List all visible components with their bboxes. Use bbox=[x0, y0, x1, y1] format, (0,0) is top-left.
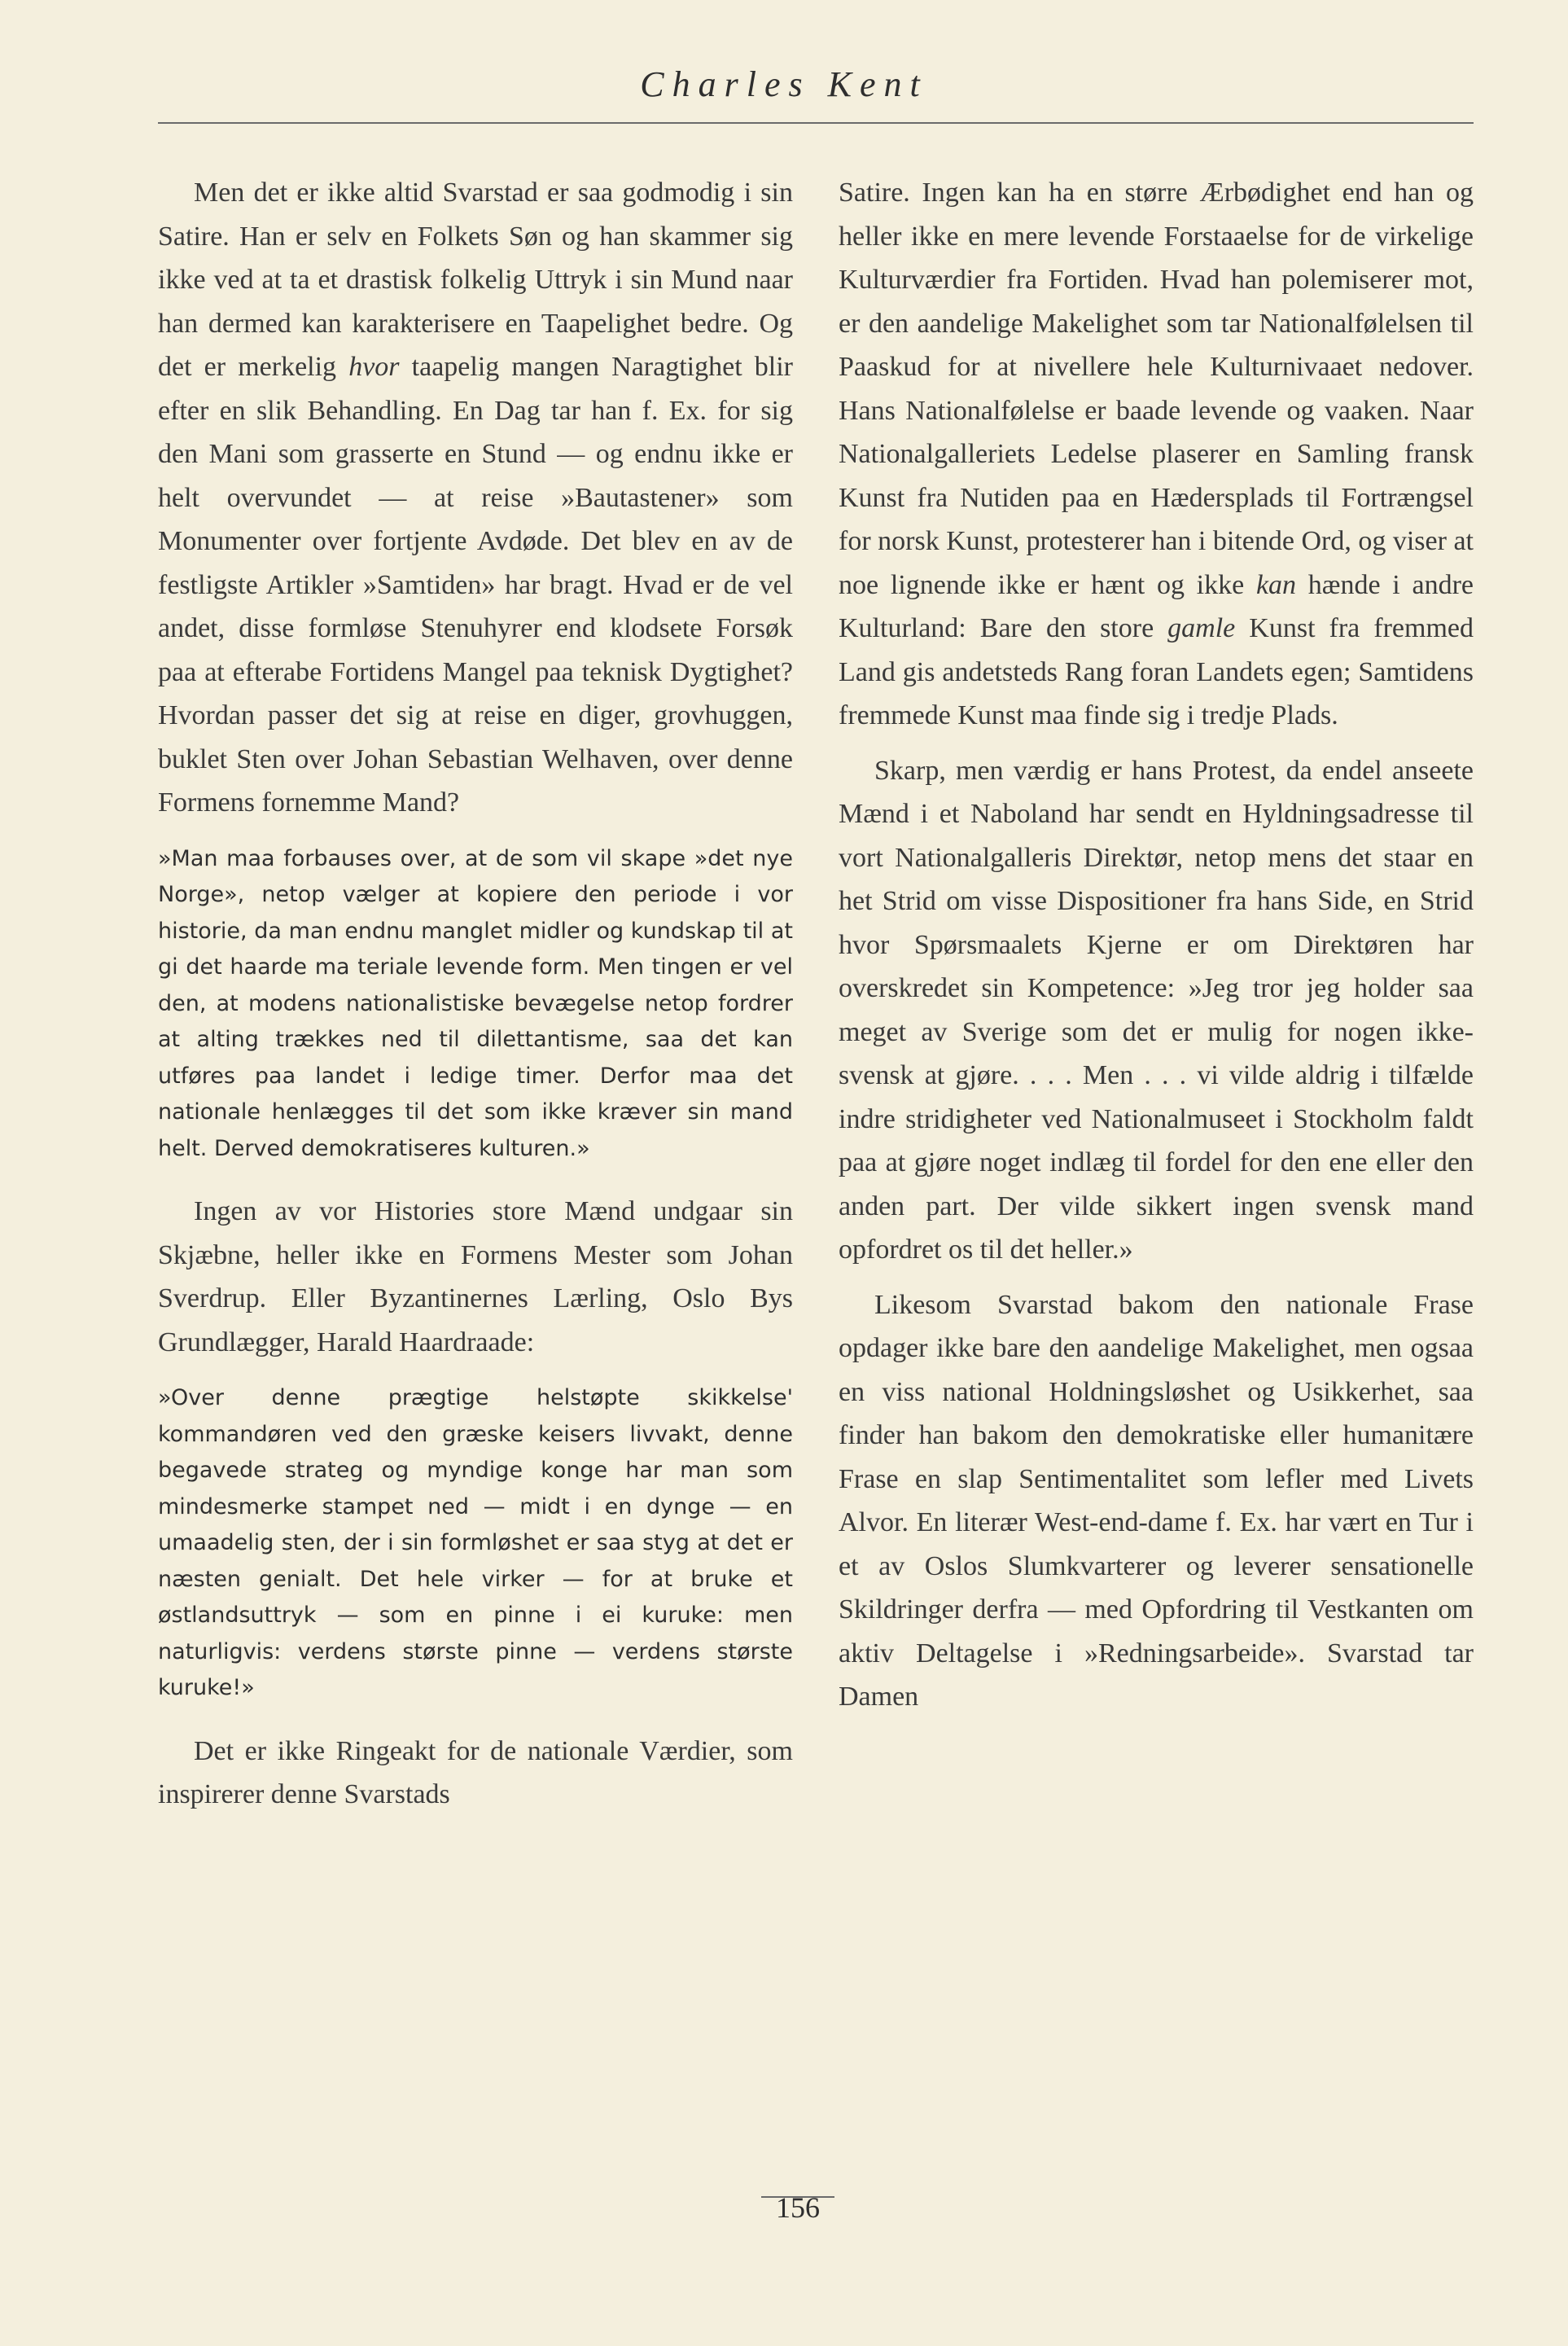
right-paragraph-1-text-c: Kunst fra fremmed Land gis andetsteds Rang foran Landets egen; Samtidens fremmede Kunst maa finde sig i tredje Plads. bbox=[839, 613, 1474, 730]
header-rule bbox=[158, 122, 1474, 124]
left-paragraph-1-text-b: taapelig mangen Naragtighet blir efter en slik Behandling. En Dag tar han f. Ex. for sig den Mani som grasserte en Stund — og endnu ikke er helt overvundet — at reise »Bautastener» som Monumenter over fortjente Avdøde. Det blev en av de festligste Artikler »Samtiden» har bragt. Hvad er de vel andet, disse formløse Stenuhyrer end klodsete Forsøk paa at efterabe Fortidens Mangel paa teknisk Dygtighet? Hvordan passer det sig at reise en diger, grovhuggen, buklet Sten over Johan Sebastian Welhaven, over denne Formens fornemme Mand? bbox=[158, 352, 793, 818]
right-paragraph-1-text-b: hænde i andre Kulturland: Bare den store bbox=[839, 569, 1474, 643]
right-column bbox=[839, 171, 1474, 1719]
right-paragraph-1 bbox=[839, 171, 1474, 738]
right-paragraph-3: Likesom Svarstad bakom den nationale Frase opdager ikke bare den aandelige Makelighet, men ogsaa en viss national Holdningsløshet og Usikkerhet, saa finder han bakom den demokratiske eller humanitære Frase en slap Sentimentalitet som lefler med Livets Alvor. En literær West-end-dame f. Ex. har vært en Tur i et av Oslos Slumkvarterer og leverer sensationelle Skildringer derfra — med Opfordring til Vestkanten om aktiv Deltagelse i »Redningsarbeide». Svarstad tar Damen bbox=[839, 1289, 1474, 1712]
running-head: Charles Kent bbox=[640, 64, 928, 104]
right-paragraph-1-emphasis-2: gamle bbox=[1167, 613, 1236, 643]
left-paragraph-1-emphasis: hvor bbox=[348, 352, 400, 382]
left-column bbox=[158, 171, 793, 1817]
right-paragraph-1-text-a: Satire. Ingen kan ha en større Ærbødighet end han og heller ikke en mere levende Forstaaelse for de virkelige Kulturværdier fra Fortiden. Hvad han polemiserer mot, er den aandelige Makelighet som tar Nationalfølelsen til Paaskud for at nivellere hele Kulturnivaaet nedover. Hans Nationalfølelse er baade levende og vaaken. Naar Nationalgalleriets Ledelse plaserer en Samling fransk Kunst fra Nutiden paa en Hædersplads til Fortrængsel for norsk Kunst, protesterer han i bitende Ord, og viser at noe lignende ikke er hænt og ikke bbox=[839, 178, 1474, 600]
left-paragraph-3: Det er ikke Ringeakt for de nationale Værdier, som inspirerer denne Svarstads bbox=[158, 1735, 793, 1809]
left-paragraph-1-text-a: Men det er ikke altid Svarstad er saa godmodig i sin Satire. Han er selv en Folkets Søn og han skammer sig ikke ved at ta et drastisk folkelig Uttryk i sin Mund naar han dermed kan karakterisere en Taapelighet bedre. Og det er merkelig bbox=[158, 178, 793, 382]
left-quote-1 bbox=[158, 841, 793, 1168]
left-quote-2 bbox=[158, 1380, 793, 1707]
left-quote-1-text: »Man maa forbauses over, at de som vil skape »det nye Norge», netop vælger at kopiere den periode i vor historie, da man endnu manglet midler og kundskap til at gi det haarde ma teriale levende form. Men tingen er vel den, at modens nationalistiske bevægelse netop fordrer at alting trækkes ned til dilettantisme, saa det kan utføres paa landet i ledige timer. Derfor maa det nationale henlægges til det som ikke kræver sin mand helt. Derved demokratiseres kulturen.» bbox=[158, 845, 793, 1161]
left-paragraph-2: Ingen av vor Histories store Mænd undgaar sin Skjæbne, heller ikke en Formens Mester som Johan Sverdrup. Eller Byzantinernes Lærling, Oslo Bys Grundlægger, Harald Haardraade: bbox=[158, 1196, 793, 1357]
left-paragraph-1 bbox=[158, 171, 793, 825]
right-paragraph-2: Skarp, men værdig er hans Protest, da endel anseete Mænd i et Naboland har sendt en Hyldningsadresse til vort Nationalgalleris Direktør, netop mens det staar en het Strid om visse Dispositioner fra hans Side, en Strid hvor Spørsmaalets Kjerne er om Direktøren har overskredet sin Kompetence: »Jeg tror jeg holder saa meget av Sverige som det er mulig for nogen ikke-svensk at gjøre. . . . Men . . . vi vilde aldrig i tilfælde indre stridigheter ved Nationalmuseet i Stockholm faldt paa at gjøre noget indlæg til fordel for den ene eller den anden part. Der vilde sikkert ingen svensk mand opfordret os til det heller.» bbox=[839, 755, 1474, 1265]
page-number: 156 bbox=[776, 2191, 820, 2224]
right-paragraph-1-emphasis-1: kan bbox=[1255, 569, 1297, 600]
left-quote-2-text: »Over denne prægtige helstøpte skikkelse' kommandøren ved den græske keisers livvakt, denne begavede strateg og myndige konge har man som mindesmerke stampet ned — midt i en dynge — en umaadelig sten, der i sin formløshet er saa styg at det er næsten genialt. Det hele virker — for at bruke et østlandsuttryk — som en pinne i ei kuruke: men naturligvis: verdens største pinne — verdens største kuruke!» bbox=[158, 1385, 793, 1700]
